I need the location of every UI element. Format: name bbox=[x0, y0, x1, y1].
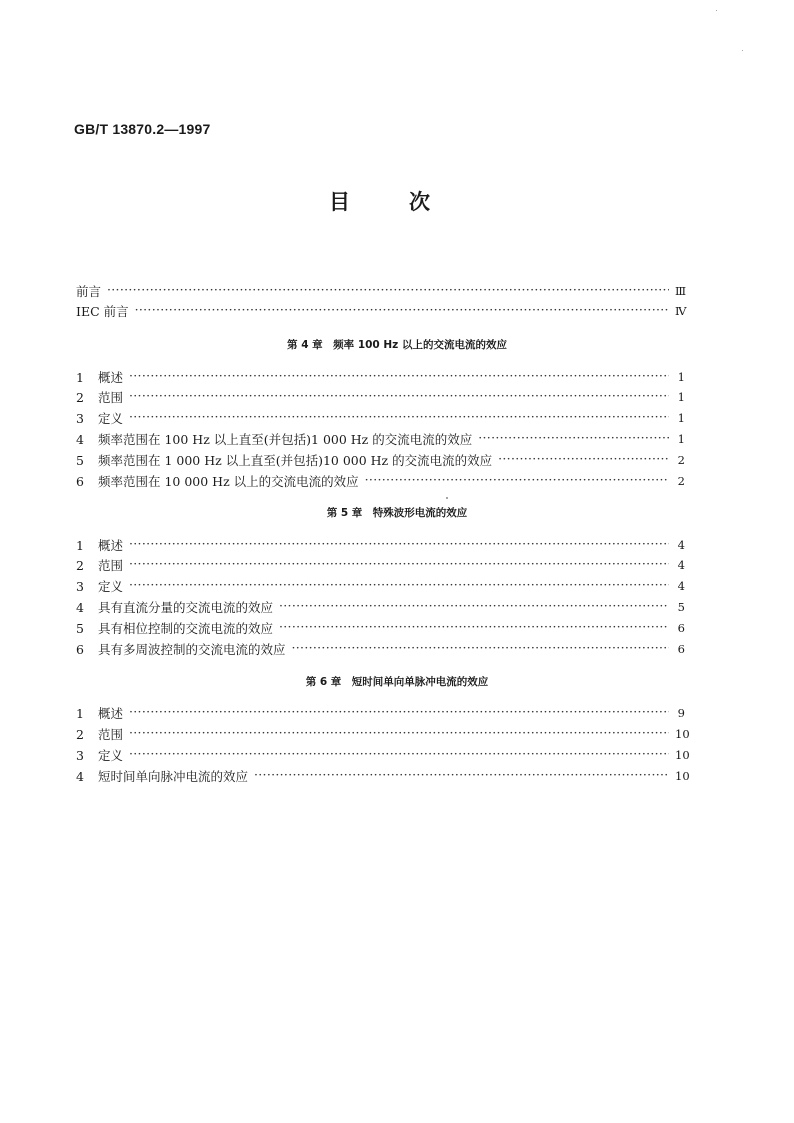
toc-entry-page: 1 bbox=[677, 390, 685, 404]
toc-entry-number: 1 bbox=[76, 369, 84, 385]
toc-entry-number: 1 bbox=[76, 705, 84, 721]
leader-dots bbox=[129, 539, 669, 551]
toc-entry-number: 6 bbox=[76, 641, 84, 657]
toc-entry-number: 3 bbox=[76, 747, 84, 763]
leader-dots bbox=[279, 601, 669, 613]
leader-dots bbox=[292, 643, 669, 655]
toc-entry-page: 2 bbox=[677, 474, 685, 488]
standard-code: GB/T 13870.2—1997 bbox=[74, 121, 211, 137]
toc-entry-page: 6 bbox=[677, 642, 685, 656]
toc-entry-number: 2 bbox=[76, 389, 84, 405]
leader-dots bbox=[129, 749, 669, 761]
toc-entry-page: 4 bbox=[677, 538, 685, 552]
toc-entry-label: 具有多周波控制的交流电流的效应 bbox=[98, 642, 286, 657]
toc-entry-number: 2 bbox=[76, 726, 84, 742]
toc-entry-page: 2 bbox=[677, 453, 685, 467]
toc-entry-page: 9 bbox=[677, 706, 685, 720]
leader-dots bbox=[365, 475, 669, 487]
chapter-heading-4: 第 4 章 频率 100 Hz 以上的交流电流的效应 bbox=[287, 339, 507, 351]
toc-entry-number: 3 bbox=[76, 578, 84, 594]
leader-dots bbox=[498, 454, 669, 466]
leader-dots bbox=[135, 305, 669, 317]
toc-entry[interactable] bbox=[76, 619, 685, 637]
toc-entry[interactable] bbox=[76, 388, 685, 406]
toc-entry-number: 4 bbox=[76, 431, 84, 447]
toc-entry[interactable] bbox=[76, 472, 685, 490]
leader-dots bbox=[129, 707, 669, 719]
toc-entry[interactable] bbox=[76, 767, 690, 785]
leader-dots bbox=[478, 433, 669, 445]
title-char-2: 次 bbox=[409, 190, 430, 214]
toc-entry[interactable] bbox=[76, 577, 685, 595]
toc-entry-label: 概述 bbox=[98, 706, 124, 721]
scan-speck bbox=[716, 10, 717, 11]
toc-entry[interactable] bbox=[76, 725, 690, 743]
toc-entry-page: 1 bbox=[677, 411, 685, 425]
toc-entry-page: Ⅲ bbox=[675, 284, 687, 298]
toc-entry-number: 2 bbox=[76, 557, 84, 573]
chapter-heading-6: 第 6 章 短时间单向单脉冲电流的效应 bbox=[305, 676, 489, 688]
toc-entry-label: 定义 bbox=[98, 579, 124, 594]
toc-entry[interactable] bbox=[76, 556, 685, 574]
title-char-1: 目 bbox=[329, 190, 350, 214]
chapter-heading-5: 第 5 章 特殊波形电流的效应 bbox=[326, 507, 468, 519]
toc-entry[interactable] bbox=[76, 451, 685, 469]
toc-entry-label: 频率范围在 1 000 Hz 以上直至(并包括)10 000 Hz 的交流电流的效应 bbox=[98, 453, 493, 468]
leader-dots bbox=[107, 285, 669, 297]
toc-entry[interactable] bbox=[76, 368, 685, 386]
toc-entry-number: 4 bbox=[76, 599, 84, 615]
toc-entry-label: IEC 前言 bbox=[76, 304, 129, 319]
toc-entry-label: 前言 bbox=[76, 284, 102, 299]
toc-entry-page: 1 bbox=[677, 370, 685, 384]
toc-entry-number: 4 bbox=[76, 768, 84, 784]
toc-entry-label: 定义 bbox=[98, 748, 124, 763]
toc-entry-number: 3 bbox=[76, 410, 84, 426]
toc-entry-page: 10 bbox=[675, 727, 690, 741]
toc-entry-number: 5 bbox=[76, 620, 84, 636]
scan-speck bbox=[446, 497, 448, 499]
toc-entry-label: 概述 bbox=[98, 370, 124, 385]
toc-entry[interactable] bbox=[76, 598, 685, 616]
toc-entry-number: 6 bbox=[76, 473, 84, 489]
toc-entry-number: 5 bbox=[76, 452, 84, 468]
toc-entry-label: 概述 bbox=[98, 538, 124, 553]
toc-entry-number: 1 bbox=[76, 537, 84, 553]
toc-entry-page: 10 bbox=[675, 748, 690, 762]
toc-entry[interactable] bbox=[76, 640, 685, 658]
leader-dots bbox=[129, 580, 669, 592]
toc-entry-label: 频率范围在 100 Hz 以上直至(并包括)1 000 Hz 的交流电流的效应 bbox=[98, 432, 473, 447]
toc-entry-label: 范围 bbox=[98, 558, 124, 573]
toc-entry-page: 1 bbox=[677, 432, 685, 446]
leader-dots bbox=[279, 622, 669, 634]
leader-dots bbox=[129, 559, 669, 571]
scan-speck bbox=[742, 50, 743, 51]
toc-entry[interactable] bbox=[76, 704, 685, 722]
toc-entry[interactable] bbox=[76, 746, 690, 764]
toc-entry-label: 具有相位控制的交流电流的效应 bbox=[98, 621, 274, 636]
toc-entry[interactable] bbox=[76, 409, 685, 427]
toc-entry-label: 短时间单向脉冲电流的效应 bbox=[98, 769, 249, 784]
leader-dots bbox=[129, 728, 669, 740]
toc-entry-page: 10 bbox=[675, 769, 690, 783]
toc-entry-label: 定义 bbox=[98, 411, 124, 426]
leader-dots bbox=[129, 391, 669, 403]
toc-entry-label: 具有直流分量的交流电流的效应 bbox=[98, 600, 274, 615]
toc-entry-page: 4 bbox=[677, 579, 685, 593]
leader-dots bbox=[129, 412, 669, 424]
toc-entry[interactable] bbox=[76, 430, 685, 448]
page-title bbox=[0, 186, 794, 212]
toc-entry-iec-foreword[interactable] bbox=[76, 302, 685, 320]
toc-entry-foreword[interactable] bbox=[76, 282, 685, 300]
toc-entry-label: 范围 bbox=[98, 390, 124, 405]
toc-entry-label: 范围 bbox=[98, 727, 124, 742]
toc-entry-page: 5 bbox=[677, 600, 685, 614]
leader-dots bbox=[254, 770, 669, 782]
toc-entry-label: 频率范围在 10 000 Hz 以上的交流电流的效应 bbox=[98, 474, 359, 489]
toc-entry[interactable] bbox=[76, 536, 685, 554]
toc-entry-page: 4 bbox=[677, 558, 685, 572]
toc-entry-page: Ⅳ bbox=[675, 304, 687, 318]
leader-dots bbox=[129, 371, 669, 383]
toc-entry-page: 6 bbox=[677, 621, 685, 635]
